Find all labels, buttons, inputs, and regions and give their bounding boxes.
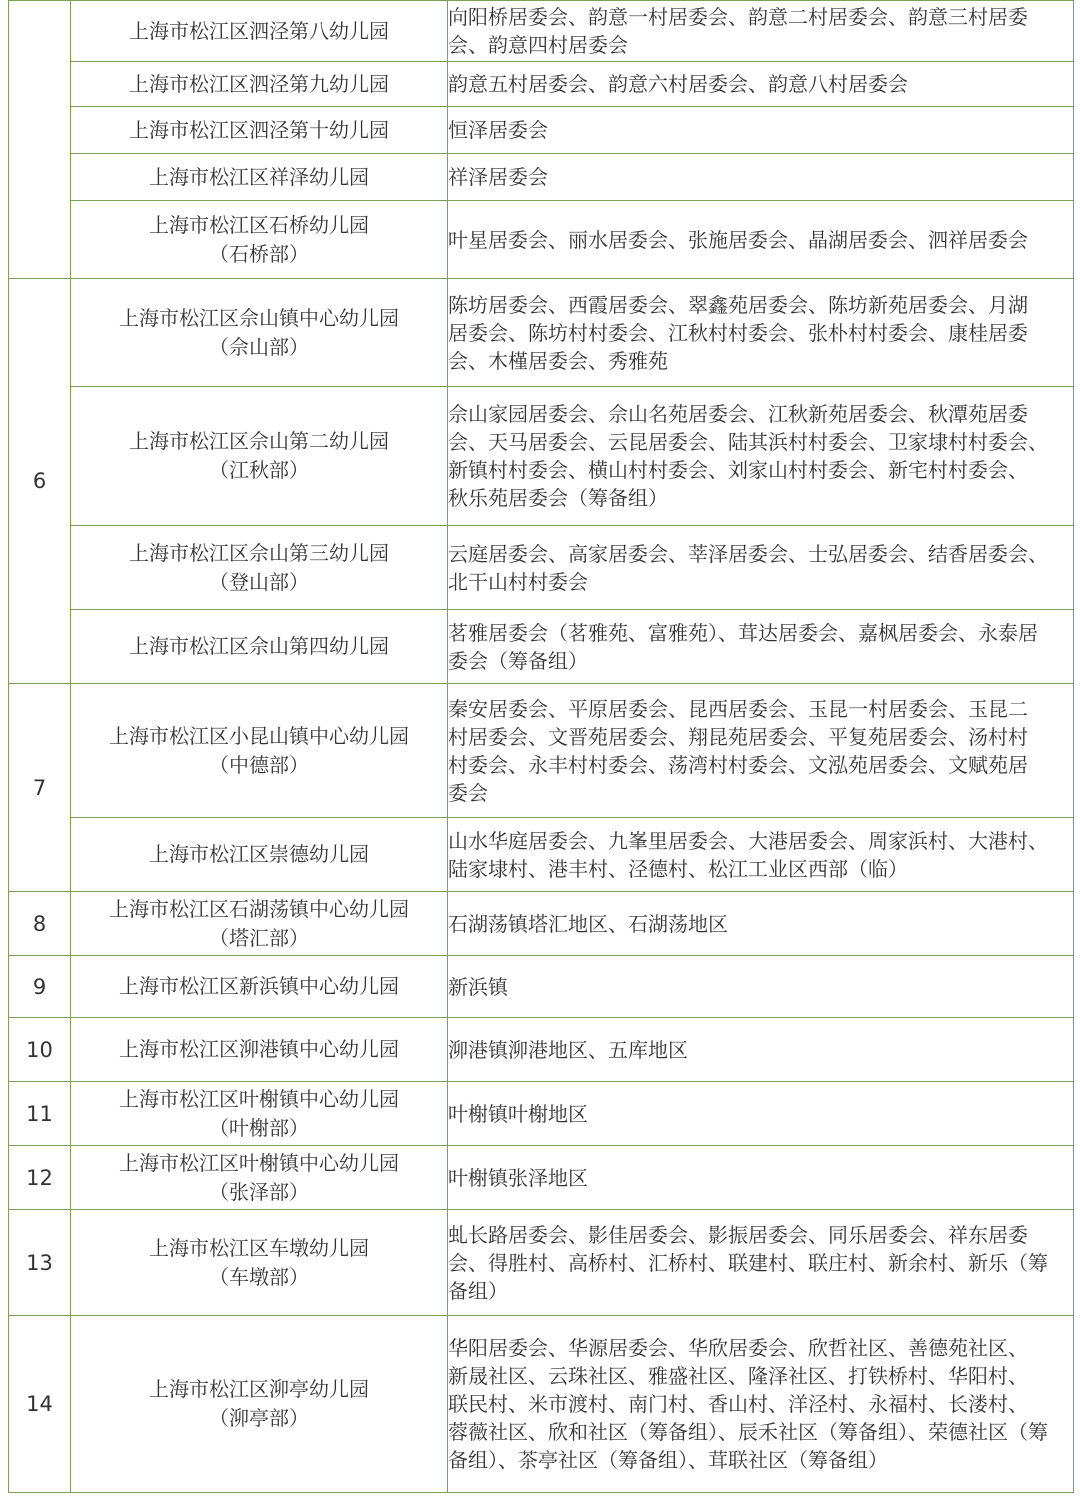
area-cell: 向阳桥居委会、韵意一村居委会、韵意二村居委会、韵意三村居委 会、韵意四村居委会 <box>448 1 1074 62</box>
school-cell: 上海市松江区石湖荡镇中心幼儿园 （塔汇部） <box>71 892 448 956</box>
school-cell: 上海市松江区佘山第四幼儿园 <box>71 610 448 684</box>
table-row <box>9 279 1074 387</box>
school-cell: 上海市松江区佘山第二幼儿园 （江秋部） <box>71 387 448 526</box>
table-row <box>9 526 1074 610</box>
school-cell: 上海市松江区泗泾第九幼儿园 <box>71 62 448 107</box>
school-cell: 上海市松江区祥泽幼儿园 <box>71 154 448 201</box>
school-cell: 上海市松江区新浜镇中心幼儿园 <box>71 956 448 1018</box>
area-cell: 佘山家园居委会、佘山名苑居委会、江秋新苑居委会、秋潭苑居委 会、天马居委会、云昆居委会、陆其浜村村委会、卫家埭村村委会、 新镇村村委会、横山村村委会、刘家山村村委会、新宅村村委会、 秋乐苑居委会（筹备组） <box>448 387 1074 526</box>
area-cell: 陈坊居委会、西霞居委会、翠鑫苑居委会、陈坊新苑居委会、月湖 居委会、陈坊村村委会、江秋村村委会、张朴村村委会、康桂居委 会、木槿居委会、秀雅苑 <box>448 279 1074 387</box>
school-cell: 上海市松江区泖亭幼儿园 （泖亭部） <box>71 1316 448 1493</box>
area-cell: 云庭居委会、高家居委会、莘泽居委会、士弘居委会、结香居委会、 北干山村村委会 <box>448 526 1074 610</box>
row-number-cell: 8 <box>9 892 71 956</box>
row-number-cell <box>9 1 71 279</box>
school-cell: 上海市松江区泗泾第十幼儿园 <box>71 107 448 154</box>
school-cell: 上海市松江区泗泾第八幼儿园 <box>71 1 448 62</box>
row-number-cell: 6 <box>9 279 71 684</box>
table-row <box>9 1082 1074 1146</box>
area-cell: 叶星居委会、丽水居委会、张施居委会、晶湖居委会、泗祥居委会 <box>448 201 1074 279</box>
row-number-cell: 14 <box>9 1316 71 1493</box>
table-row <box>9 201 1074 279</box>
area-cell: 茗雅居委会（茗雅苑、富雅苑）、茸达居委会、嘉枫居委会、永泰居 委会（筹备组） <box>448 610 1074 684</box>
area-cell: 石湖荡镇塔汇地区、石湖荡地区 <box>448 892 1074 956</box>
row-number-cell: 12 <box>9 1146 71 1210</box>
table-row <box>9 387 1074 526</box>
area-cell: 华阳居委会、华源居委会、华欣居委会、欣哲社区、善德苑社区、 新晟社区、云珠社区、雅盛社区、隆泽社区、打铁桥村、华阳村、 联民村、米市渡村、南门村、香山村、洋泾村、永福村、长溇村、 蓉薇社区、欣和社区（筹备组）、辰禾社区（筹备组）、荣德社区（筹 备组）、茶亭社区（筹备组）、茸联社区（筹备组） <box>448 1316 1074 1493</box>
school-cell: 上海市松江区石桥幼儿园 （石桥部） <box>71 201 448 279</box>
table-row <box>9 892 1074 956</box>
school-cell: 上海市松江区小昆山镇中心幼儿园 （中德部） <box>71 684 448 818</box>
table-row <box>9 1146 1074 1210</box>
school-cell: 上海市松江区崇德幼儿园 <box>71 818 448 892</box>
area-cell: 泖港镇泖港地区、五库地区 <box>448 1018 1074 1082</box>
table-row <box>9 610 1074 684</box>
area-cell: 新浜镇 <box>448 956 1074 1018</box>
area-cell: 秦安居委会、平原居委会、昆西居委会、玉昆一村居委会、玉昆二 村居委会、文晋苑居委会、翔昆苑居委会、平复苑居委会、汤村村 村委会、永丰村村委会、荡湾村村委会、文泓苑居委会、文赋苑居 委会 <box>448 684 1074 818</box>
table-row <box>9 1316 1074 1493</box>
area-cell: 叶榭镇张泽地区 <box>448 1146 1074 1210</box>
area-cell: 祥泽居委会 <box>448 154 1074 201</box>
table-row <box>9 62 1074 107</box>
enrollment-table <box>8 0 1074 1493</box>
table-row <box>9 1210 1074 1316</box>
area-cell: 叶榭镇叶榭地区 <box>448 1082 1074 1146</box>
area-cell: 虬长路居委会、影佳居委会、影振居委会、同乐居委会、祥东居委 会、得胜村、高桥村、汇桥村、联建村、联庄村、新余村、新乐（筹 备组） <box>448 1210 1074 1316</box>
table-row <box>9 818 1074 892</box>
area-cell: 恒泽居委会 <box>448 107 1074 154</box>
school-cell: 上海市松江区佘山镇中心幼儿园 （佘山部） <box>71 279 448 387</box>
table-row <box>9 1 1074 62</box>
row-number-cell: 9 <box>9 956 71 1018</box>
row-number-cell: 11 <box>9 1082 71 1146</box>
area-cell: 韵意五村居委会、韵意六村居委会、韵意八村居委会 <box>448 62 1074 107</box>
school-cell: 上海市松江区叶榭镇中心幼儿园 （张泽部） <box>71 1146 448 1210</box>
row-number-cell: 7 <box>9 684 71 892</box>
school-cell: 上海市松江区泖港镇中心幼儿园 <box>71 1018 448 1082</box>
row-number-cell: 13 <box>9 1210 71 1316</box>
row-number-cell: 10 <box>9 1018 71 1082</box>
area-cell: 山水华庭居委会、九峯里居委会、大港居委会、周家浜村、大港村、 陆家埭村、港丰村、泾德村、松江工业区西部（临） <box>448 818 1074 892</box>
table-row <box>9 956 1074 1018</box>
table-row <box>9 154 1074 201</box>
table-row <box>9 107 1074 154</box>
school-cell: 上海市松江区佘山第三幼儿园 （登山部） <box>71 526 448 610</box>
table-row <box>9 684 1074 818</box>
table-row <box>9 1018 1074 1082</box>
school-cell: 上海市松江区叶榭镇中心幼儿园 （叶榭部） <box>71 1082 448 1146</box>
school-cell: 上海市松江区车墩幼儿园 （车墩部） <box>71 1210 448 1316</box>
